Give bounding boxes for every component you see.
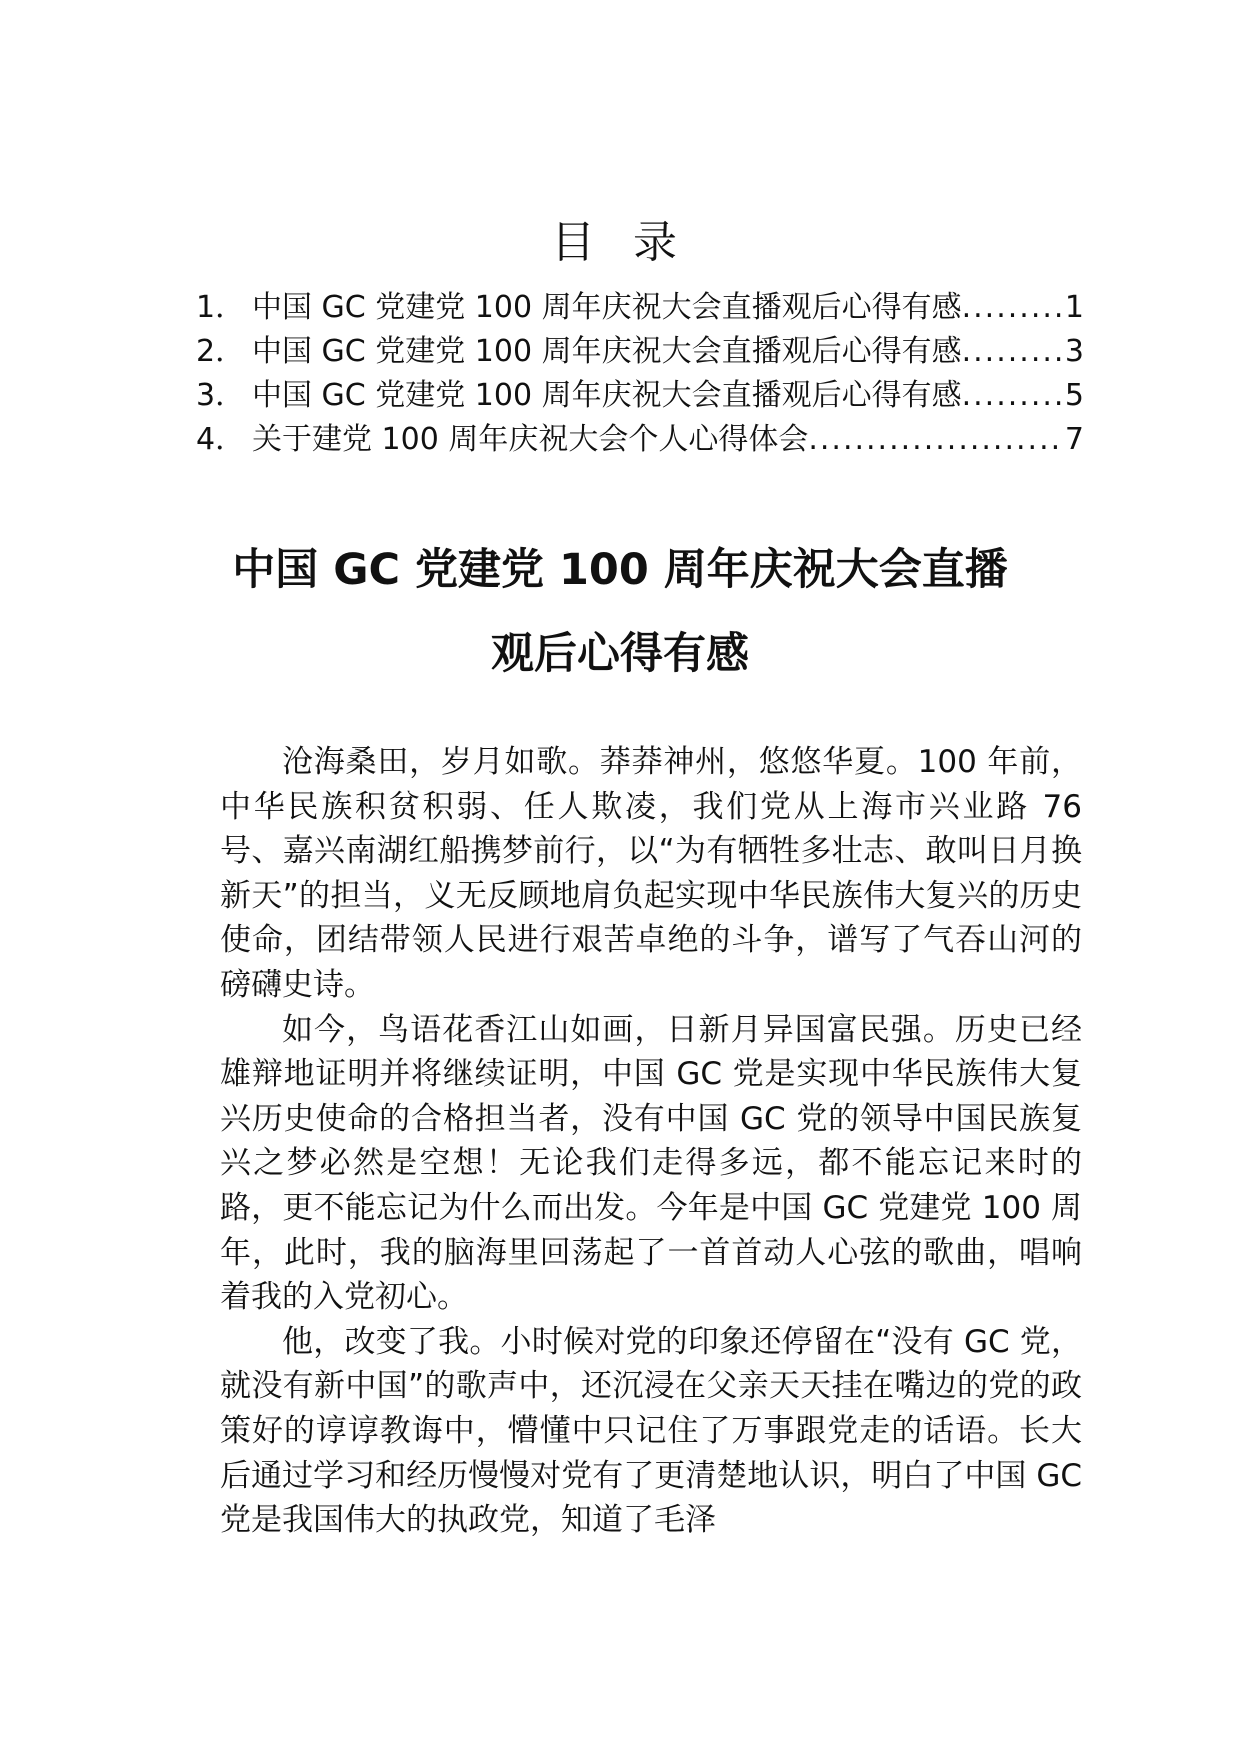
toc-item-number: 1． (196, 290, 246, 325)
toc-leader-dots (962, 286, 1065, 330)
body-paragraph: 他，改变了我。小时候对党的印象还停留在“没有 GC 党，就没有新中国”的歌声中，还沉浸在父亲天天挂在嘴边的党的政策好的谆谆教诲中，懵懂中只记住了万事跟党走的话语。长大后通过学习和经历慢慢对党有了更清楚地认识，明白了中国 GC 党是我国伟大的执政党，知道了毛泽 (220, 1323, 1082, 1539)
toc-item-page: 1 (1064, 290, 1084, 325)
toc-leader-dots (808, 418, 1065, 462)
toc-item-title: 中国 GC 党建党 100 周年庆祝大会直播观后心得有感 (252, 290, 962, 325)
toc-item[interactable] (196, 330, 1084, 374)
toc-item[interactable] (196, 418, 1084, 462)
toc-item-number: 2． (196, 334, 246, 369)
table-of-contents (196, 286, 1084, 462)
toc-item-number: 4． (196, 422, 246, 457)
body-paragraph: 如今，鸟语花香江山如画，日新月异国富民强。历史已经雄辩地证明并将继续证明，中国 GC 党是实现中华民族伟大复兴历史使命的合格担当者，没有中国 GC 党的领导中国民族复兴之梦必然是空想！无论我们走得多远，都不能忘记来时的路，更不能忘记为什么而出发。今年是中国 GC 党建党 100 周年，此时，我的脑海里回荡起了一首首动人心弦的歌曲，唱响着我的入党初心。 (220, 1011, 1082, 1316)
article-title-line-1: 中国 GC 党建党 100 周年庆祝大会直播 (232, 545, 1008, 595)
article-title (0, 528, 1240, 696)
toc-item-page: 3 (1064, 334, 1084, 369)
article-title-line-2: 观后心得有感 (491, 629, 749, 679)
body-paragraph: 沧海桑田，岁月如歌。莽莽神州，悠悠华夏。100 年前，中华民族积贫积弱、任人欺凌，我们党从上海市兴业路 76 号、嘉兴南湖红船携梦前行，以“为有牺牲多壮志、敢叫日月换新天”的担当，义无反顾地肩负起实现中华民族伟大复兴的历史使命，团结带领人民进行艰苦卓绝的斗争，谱写了气吞山河的磅礴史诗。 (220, 744, 1082, 1003)
toc-item-title: 中国 GC 党建党 100 周年庆祝大会直播观后心得有感 (252, 334, 962, 369)
toc-item-number: 3． (196, 378, 246, 413)
toc-title: 目 录 (551, 217, 689, 268)
toc-item-page: 7 (1064, 422, 1084, 457)
toc-leader-dots (962, 374, 1065, 418)
toc-item[interactable] (196, 374, 1084, 418)
article-body (220, 740, 1082, 1543)
toc-item-page: 5 (1064, 378, 1084, 413)
toc-leader-dots (962, 330, 1065, 374)
toc-item[interactable] (196, 286, 1084, 330)
toc-item-title: 中国 GC 党建党 100 周年庆祝大会直播观后心得有感 (252, 378, 962, 413)
toc-item-title: 关于建党 100 周年庆祝大会个人心得体会 (252, 422, 809, 457)
